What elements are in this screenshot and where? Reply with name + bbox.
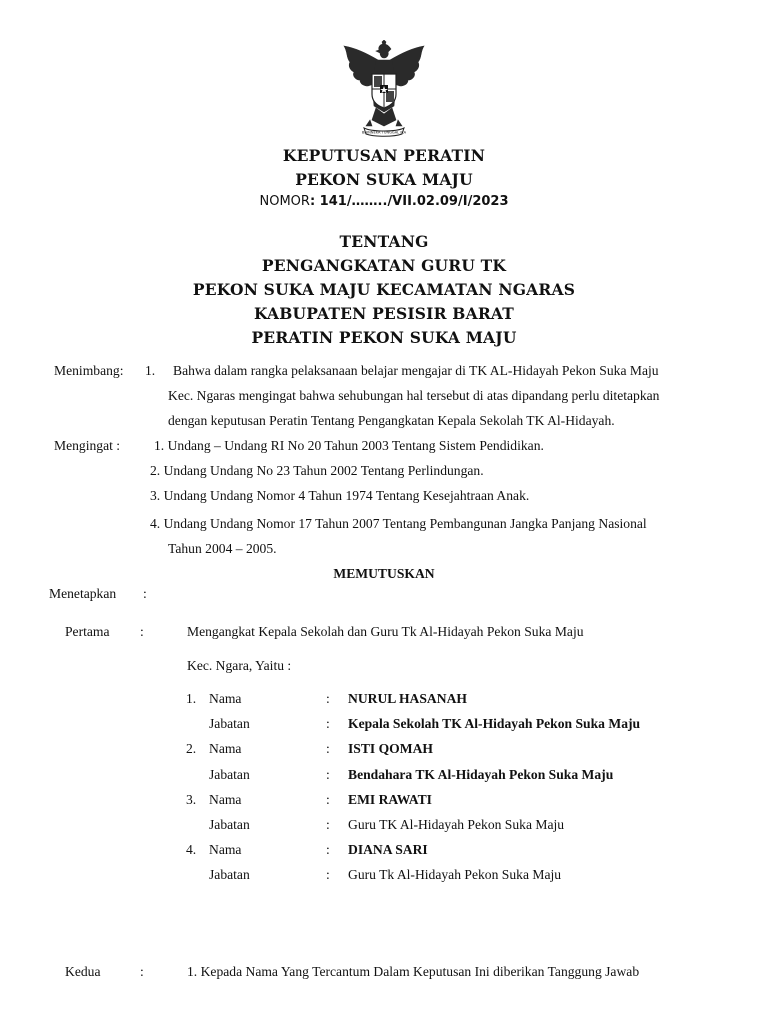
menetapkan-colon: :: [143, 586, 147, 601]
nomor-line: [0, 194, 768, 209]
document-title-line2: PEKON SUKA MAJU: [295, 170, 473, 189]
separator-colon: :: [326, 691, 330, 706]
svg-text:BHINNEKA TUNGGAL IKA: BHINNEKA TUNGGAL IKA: [361, 130, 407, 135]
menetapkan-label: Menetapkan: [49, 586, 117, 601]
appointee-number: 2.: [186, 741, 197, 756]
appointee-number: 1.: [186, 691, 197, 706]
appointee-position: Kepala Sekolah TK Al-Hidayah Pekon Suka Maju: [348, 716, 641, 731]
mengingat-label: Mengingat :: [54, 438, 121, 453]
separator-colon: :: [326, 792, 330, 807]
appointee-position: Guru TK Al-Hidayah Pekon Suka Maju: [348, 817, 565, 832]
appointee-name: EMI RAWATI: [348, 792, 432, 807]
document-title-line1: KEPUTUSAN PERATIN: [282, 146, 486, 165]
mengingat-item: 3. Undang Undang Nomor 4 Tahun 1974 Tentang Kesejahtraan Anak.: [150, 488, 530, 503]
appointee-position: Guru Tk Al-Hidayah Pekon Suka Maju: [348, 867, 562, 882]
memutuskan-heading: MEMUTUSKAN: [333, 566, 435, 581]
jabatan-label: Jabatan: [209, 817, 250, 832]
nama-label: Nama: [209, 792, 242, 807]
separator-colon: :: [326, 767, 330, 782]
menimbang-line: Bahwa dalam rangka pelaksanaan belajar mengajar di TK AL-Hidayah Pekon Suka Maju: [173, 363, 659, 378]
menimbang-label: Menimbang:: [54, 363, 124, 378]
mengingat-item: 1. Undang – Undang RI No 20 Tahun 2003 Tentang Sistem Pendidikan.: [154, 438, 544, 453]
pertama-label: Pertama: [65, 624, 110, 639]
menimbang-number: 1.: [145, 363, 156, 378]
separator-colon: :: [326, 741, 330, 756]
jabatan-label: Jabatan: [209, 867, 250, 882]
appointee-number: 4.: [186, 842, 197, 857]
pertama-line2: Kec. Ngara, Yaitu :: [187, 658, 292, 673]
garuda-emblem-icon: [338, 40, 430, 138]
mengingat-item: 4. Undang Undang Nomor 17 Tahun 2007 Tentang Pembangunan Jangka Panjang Nasional: [150, 516, 647, 531]
tentang-line2: PEKON SUKA MAJU KECAMATAN NGARAS: [192, 280, 576, 299]
kedua-colon: :: [140, 964, 144, 979]
kedua-line1: 1. Kepada Nama Yang Tercantum Dalam Keputusan Ini diberikan Tanggung Jawab: [187, 964, 640, 979]
mengingat-item-continuation: Tahun 2004 – 2005.: [168, 541, 277, 556]
appointee-position: Bendahara TK Al-Hidayah Pekon Suka Maju: [348, 767, 614, 782]
kedua-label: Kedua: [65, 964, 101, 979]
tentang-label: TENTANG: [339, 232, 429, 251]
separator-colon: :: [326, 867, 330, 882]
separator-colon: :: [326, 716, 330, 731]
tentang-line3: KABUPATEN PESISIR BARAT: [253, 304, 515, 323]
separator-colon: :: [326, 842, 330, 857]
pertama-colon: :: [140, 624, 144, 639]
nomor-label: NOMOR: [259, 194, 310, 209]
appointee-number: 3.: [186, 792, 197, 807]
mengingat-item: 2. Undang Undang No 23 Tahun 2002 Tentang Perlindungan.: [150, 463, 484, 478]
appointee-name: NURUL HASANAH: [348, 691, 467, 706]
menimbang-line: Kec. Ngaras mengingat bahwa sehubungan hal tersebut di atas dipandang perlu ditetapkan: [168, 388, 660, 403]
pertama-line1: Mengangkat Kepala Sekolah dan Guru Tk Al-Hidayah Pekon Suka Maju: [187, 624, 584, 639]
jabatan-label: Jabatan: [209, 767, 250, 782]
jabatan-label: Jabatan: [209, 716, 250, 731]
nomor-value: : 141/……../VII.02.09/I/2023: [309, 194, 509, 209]
nama-label: Nama: [209, 741, 242, 756]
appointee-name: ISTI QOMAH: [348, 741, 433, 756]
appointee-name: DIANA SARI: [348, 842, 428, 857]
tentang-line1: PENGANGKATAN GURU TK: [261, 256, 507, 275]
menimbang-line: dengan keputusan Peratin Tentang Pengangkatan Kepala Sekolah TK Al-Hidayah.: [168, 413, 615, 428]
tentang-line4: PERATIN PEKON SUKA MAJU: [251, 328, 517, 347]
separator-colon: :: [326, 817, 330, 832]
nama-label: Nama: [209, 842, 242, 857]
nama-label: Nama: [209, 691, 242, 706]
